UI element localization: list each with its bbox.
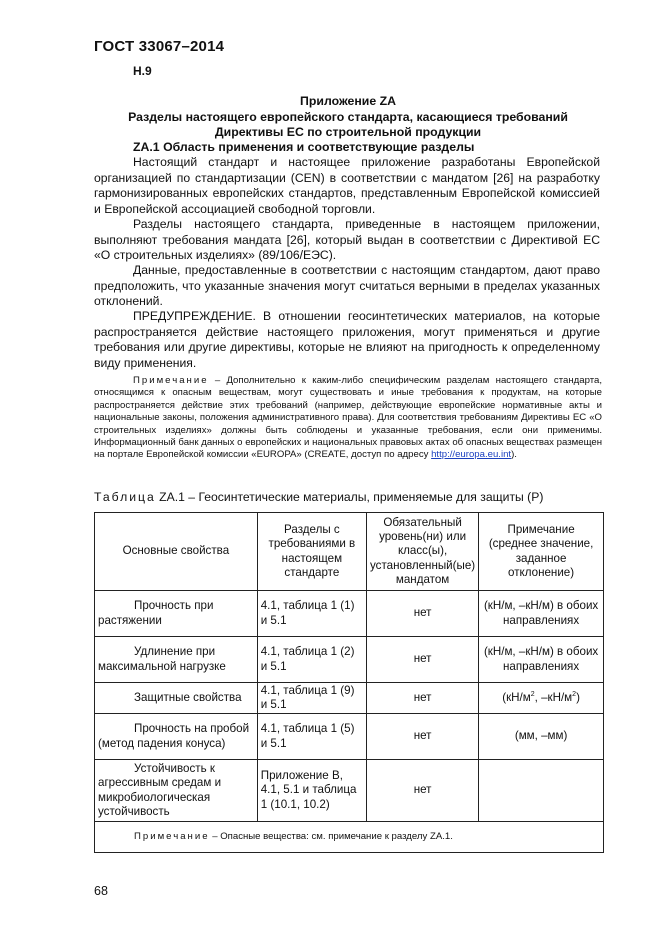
row-note: (мм, –мм) bbox=[479, 714, 604, 760]
row-level: нет bbox=[367, 714, 479, 760]
paragraph-3: Данные, предоставленные в соответствии с настоящим стандартом, дают право предположить, что указанные значения могут считаться верными в пределах указанных отклонений. bbox=[94, 263, 600, 309]
row-sections: 4.1, таблица 1 (5) и 5.1 bbox=[257, 714, 366, 760]
row-note bbox=[479, 760, 604, 822]
row-sections: 4.1, таблица 1 (1) и 5.1 bbox=[257, 591, 366, 637]
row-sections: 4.1, таблица 1 (9) и 5.1 bbox=[257, 683, 366, 714]
standard-number: ГОСТ 33067–2014 bbox=[94, 38, 225, 55]
note-label: Примечание bbox=[133, 375, 209, 386]
row-property: Устойчивость к агрессивным средам и микробиологическая устойчивость bbox=[95, 760, 258, 822]
table-caption-text: ZA.1 – Геосинтетические материалы, применяемые для защиты (P) bbox=[155, 490, 544, 504]
appendix-title: Приложение ZA bbox=[300, 94, 396, 108]
row-note: (кН/м, –кН/м) в обоих направлениях bbox=[479, 591, 604, 637]
table-header-row bbox=[95, 513, 604, 591]
row-property: Защитные свойства bbox=[95, 683, 258, 714]
row-property: Прочность при растяжении bbox=[95, 591, 258, 637]
note-text: – Дополнительно к каким-либо специфическим разделам настоящего стандарта, относящимся к опасным веществам, могут существовать и иные требования к продуктам, на которые распространяется действие этих требований (например, действующие европейские нормативные акты и национальные законы, положения административного права). Для соответствия требованиям Директивы ЕС «О строительных изделиях» должны быть соблюдены и указанные требования, если они применимы. Информационный банк данных о европейских и национальных правовых актах об опасных веществах размещен на портале Европейской комиссии «EUROPA» (CREATE, доступ по адресу bbox=[94, 375, 602, 461]
section-heading: ZA.1 Область применения и соответствующие разделы bbox=[133, 140, 475, 154]
row-level: нет bbox=[367, 591, 479, 637]
table-row bbox=[95, 760, 604, 822]
table-row bbox=[95, 591, 604, 637]
header-sections: Разделы с требованиями в настоящем стандарте bbox=[257, 513, 366, 591]
paragraph-2: Разделы настоящего стандарта, приведенные в настоящем приложении, выполняют требования мандата [26], который выдан в соответствии с Директивой ЕС «О строительных изделиях» (89/106/ЕЭС). bbox=[94, 217, 600, 263]
header-properties: Основные свойства bbox=[95, 513, 258, 591]
table-row bbox=[95, 683, 604, 714]
header-note: Примечание (среднее значение, заданное отклонение) bbox=[479, 513, 604, 591]
table-row bbox=[95, 714, 604, 760]
table-footnote: Примечание – Опасные вещества: см. примечание к разделу ZA.1. bbox=[95, 822, 604, 853]
page-number: 68 bbox=[94, 884, 108, 898]
paragraph-warning: ПРЕДУПРЕЖДЕНИЕ. В отношении геосинтетических материалов, на которые распространяется действие настоящего приложения, могут применяться и другие требования или другие директивы, которые не влияют на пригодность к определенному виду применения. bbox=[94, 309, 600, 370]
row-note: ($кН/м^2$, $-кН/м^2$) bbox=[479, 683, 604, 714]
row-property: Прочность на пробой (метод падения конуса) bbox=[95, 714, 258, 760]
row-level: нет bbox=[367, 683, 479, 714]
edition-mark: Н.9 bbox=[133, 64, 152, 78]
appendix-subtitle-line1: Разделы настоящего европейского стандарта, касающиеся требований bbox=[128, 110, 568, 124]
row-sections: 4.1, таблица 1 (2) и 5.1 bbox=[257, 637, 366, 683]
table-caption-label: Таблица bbox=[94, 490, 156, 504]
paragraph-1: Настоящий стандарт и настоящее приложение разработаны Европейской организацией по стандартизации (CEN) в соответствии с мандатом [26] на разработку гармонизированных европейских стандартов, представленным Европейской комиссией и Европейской ассоциацией свободной торговли. bbox=[94, 155, 600, 216]
europa-link[interactable]: http://europa.eu.int bbox=[431, 449, 512, 461]
table-footnote-row bbox=[95, 822, 604, 853]
general-note bbox=[94, 375, 602, 462]
row-sections: Приложение B, 4.1, 5.1 и таблица 1 (10.1, 10.2) bbox=[257, 760, 366, 822]
header-level: Обязательный уровень(ни) или класс(ы), установленный(ые) мандатом bbox=[367, 513, 479, 591]
note-tail: ). bbox=[511, 449, 517, 461]
appendix-subtitle-line2: Директивы ЕС по строительной продукции bbox=[214, 125, 482, 139]
row-level: нет bbox=[367, 760, 479, 822]
table-caption bbox=[94, 490, 543, 504]
table-row bbox=[95, 637, 604, 683]
row-note: (кН/м, –кН/м) в обоих направлениях bbox=[479, 637, 604, 683]
properties-table bbox=[94, 512, 604, 853]
row-property: Удлинение при максимальной нагрузке bbox=[95, 637, 258, 683]
row-level: нет bbox=[367, 637, 479, 683]
